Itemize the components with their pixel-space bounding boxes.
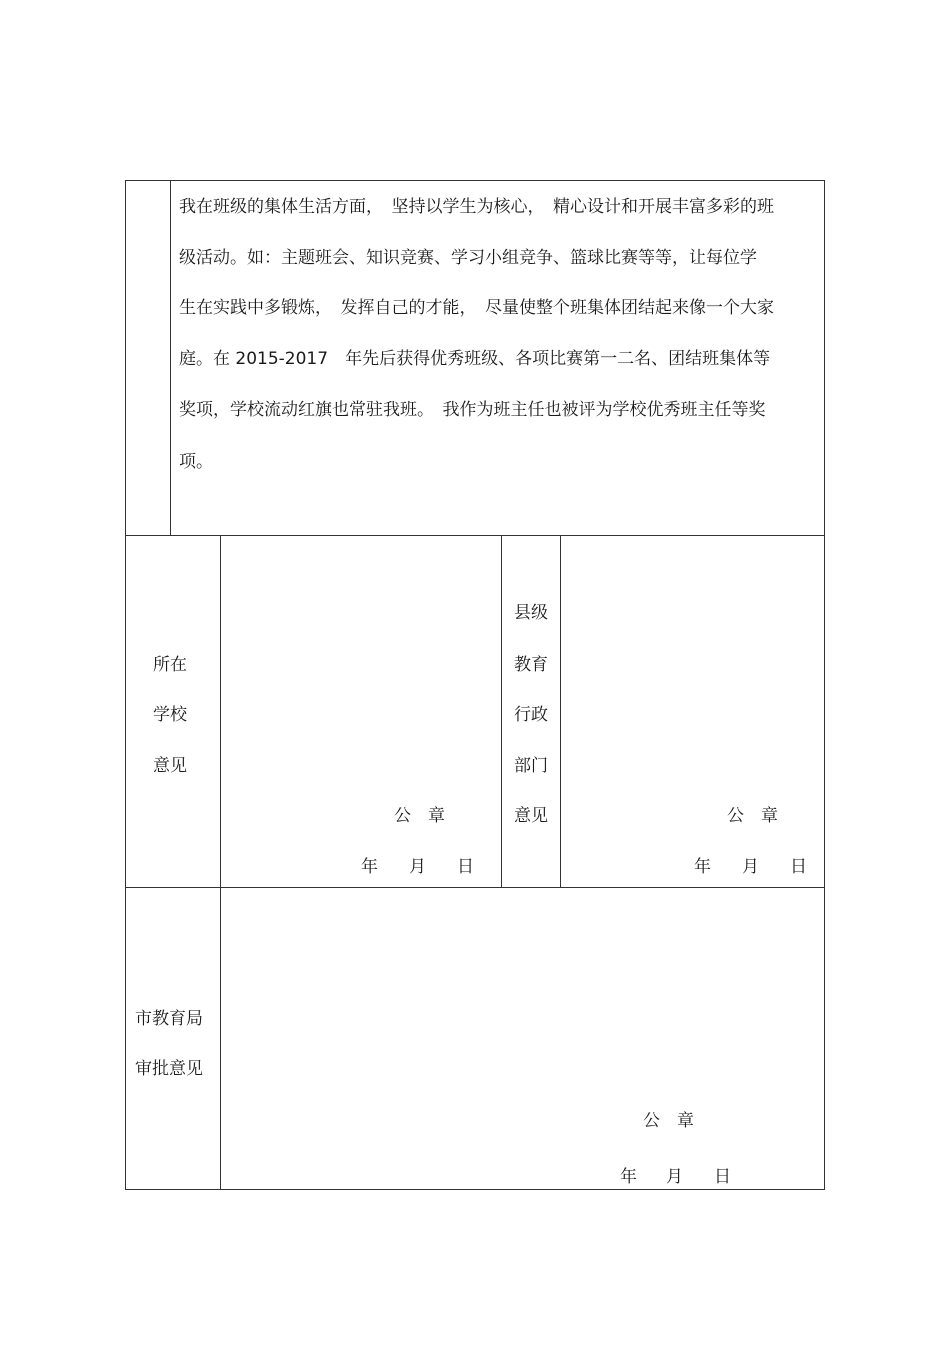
row2-divider-b (501, 535, 502, 887)
city-seal-text: 公 章 (643, 1111, 694, 1131)
school-date-year: 年 (361, 857, 378, 877)
label-line: 教育 (514, 655, 548, 675)
paragraph-line: 奖项，学校流动红旗也常驻我班。 我作为班主任也被评为学校优秀班主任等奖 (179, 400, 766, 420)
city-date-day: 日 (714, 1167, 731, 1187)
row1-bottom-border (125, 535, 825, 536)
county-date-month: 月 (742, 857, 759, 877)
label-line: 市教育局 (135, 1009, 203, 1029)
label-line: 学校 (153, 705, 187, 725)
paragraph-line: 级活动。如：主题班会、知识竞赛、学习小组竞争、篮球比赛等等，让每位学 (179, 248, 757, 268)
label-line: 意见 (153, 756, 187, 776)
city-date-year: 年 (620, 1167, 637, 1187)
row2-bottom-border (125, 887, 825, 888)
school-date-month: 月 (409, 857, 426, 877)
city-date-month: 月 (666, 1167, 683, 1187)
label-line: 县级 (514, 603, 548, 623)
school-date-day: 日 (457, 857, 474, 877)
county-date-day: 日 (790, 857, 807, 877)
label-line: 行政 (514, 705, 548, 725)
paragraph-line: 庭。在 2015-2017 年先后获得优秀班级、各项比赛第一二名、团结班集体等 (179, 349, 771, 369)
row2-divider-a (220, 535, 221, 887)
paragraph-line: 生在实践中多锻炼， 发挥自己的才能， 尽量使整个班集体团结起来像一个大家 (179, 298, 774, 318)
row1-column-divider (170, 180, 171, 535)
paragraph-line: 我在班级的集体生活方面， 坚持以学生为核心， 精心设计和开展丰富多彩的班 (179, 197, 774, 217)
school-seal-text: 公 章 (394, 806, 445, 826)
label-line: 所在 (153, 655, 187, 675)
form-table (125, 180, 825, 1190)
paragraph-line: 项。 (179, 452, 213, 472)
label-line: 审批意见 (135, 1059, 203, 1079)
county-date-year: 年 (694, 857, 711, 877)
label-line: 意见 (514, 806, 548, 826)
county-seal-text: 公 章 (727, 806, 778, 826)
row3-divider (220, 887, 221, 1190)
row2-divider-c (560, 535, 561, 887)
label-line: 部门 (514, 756, 548, 776)
